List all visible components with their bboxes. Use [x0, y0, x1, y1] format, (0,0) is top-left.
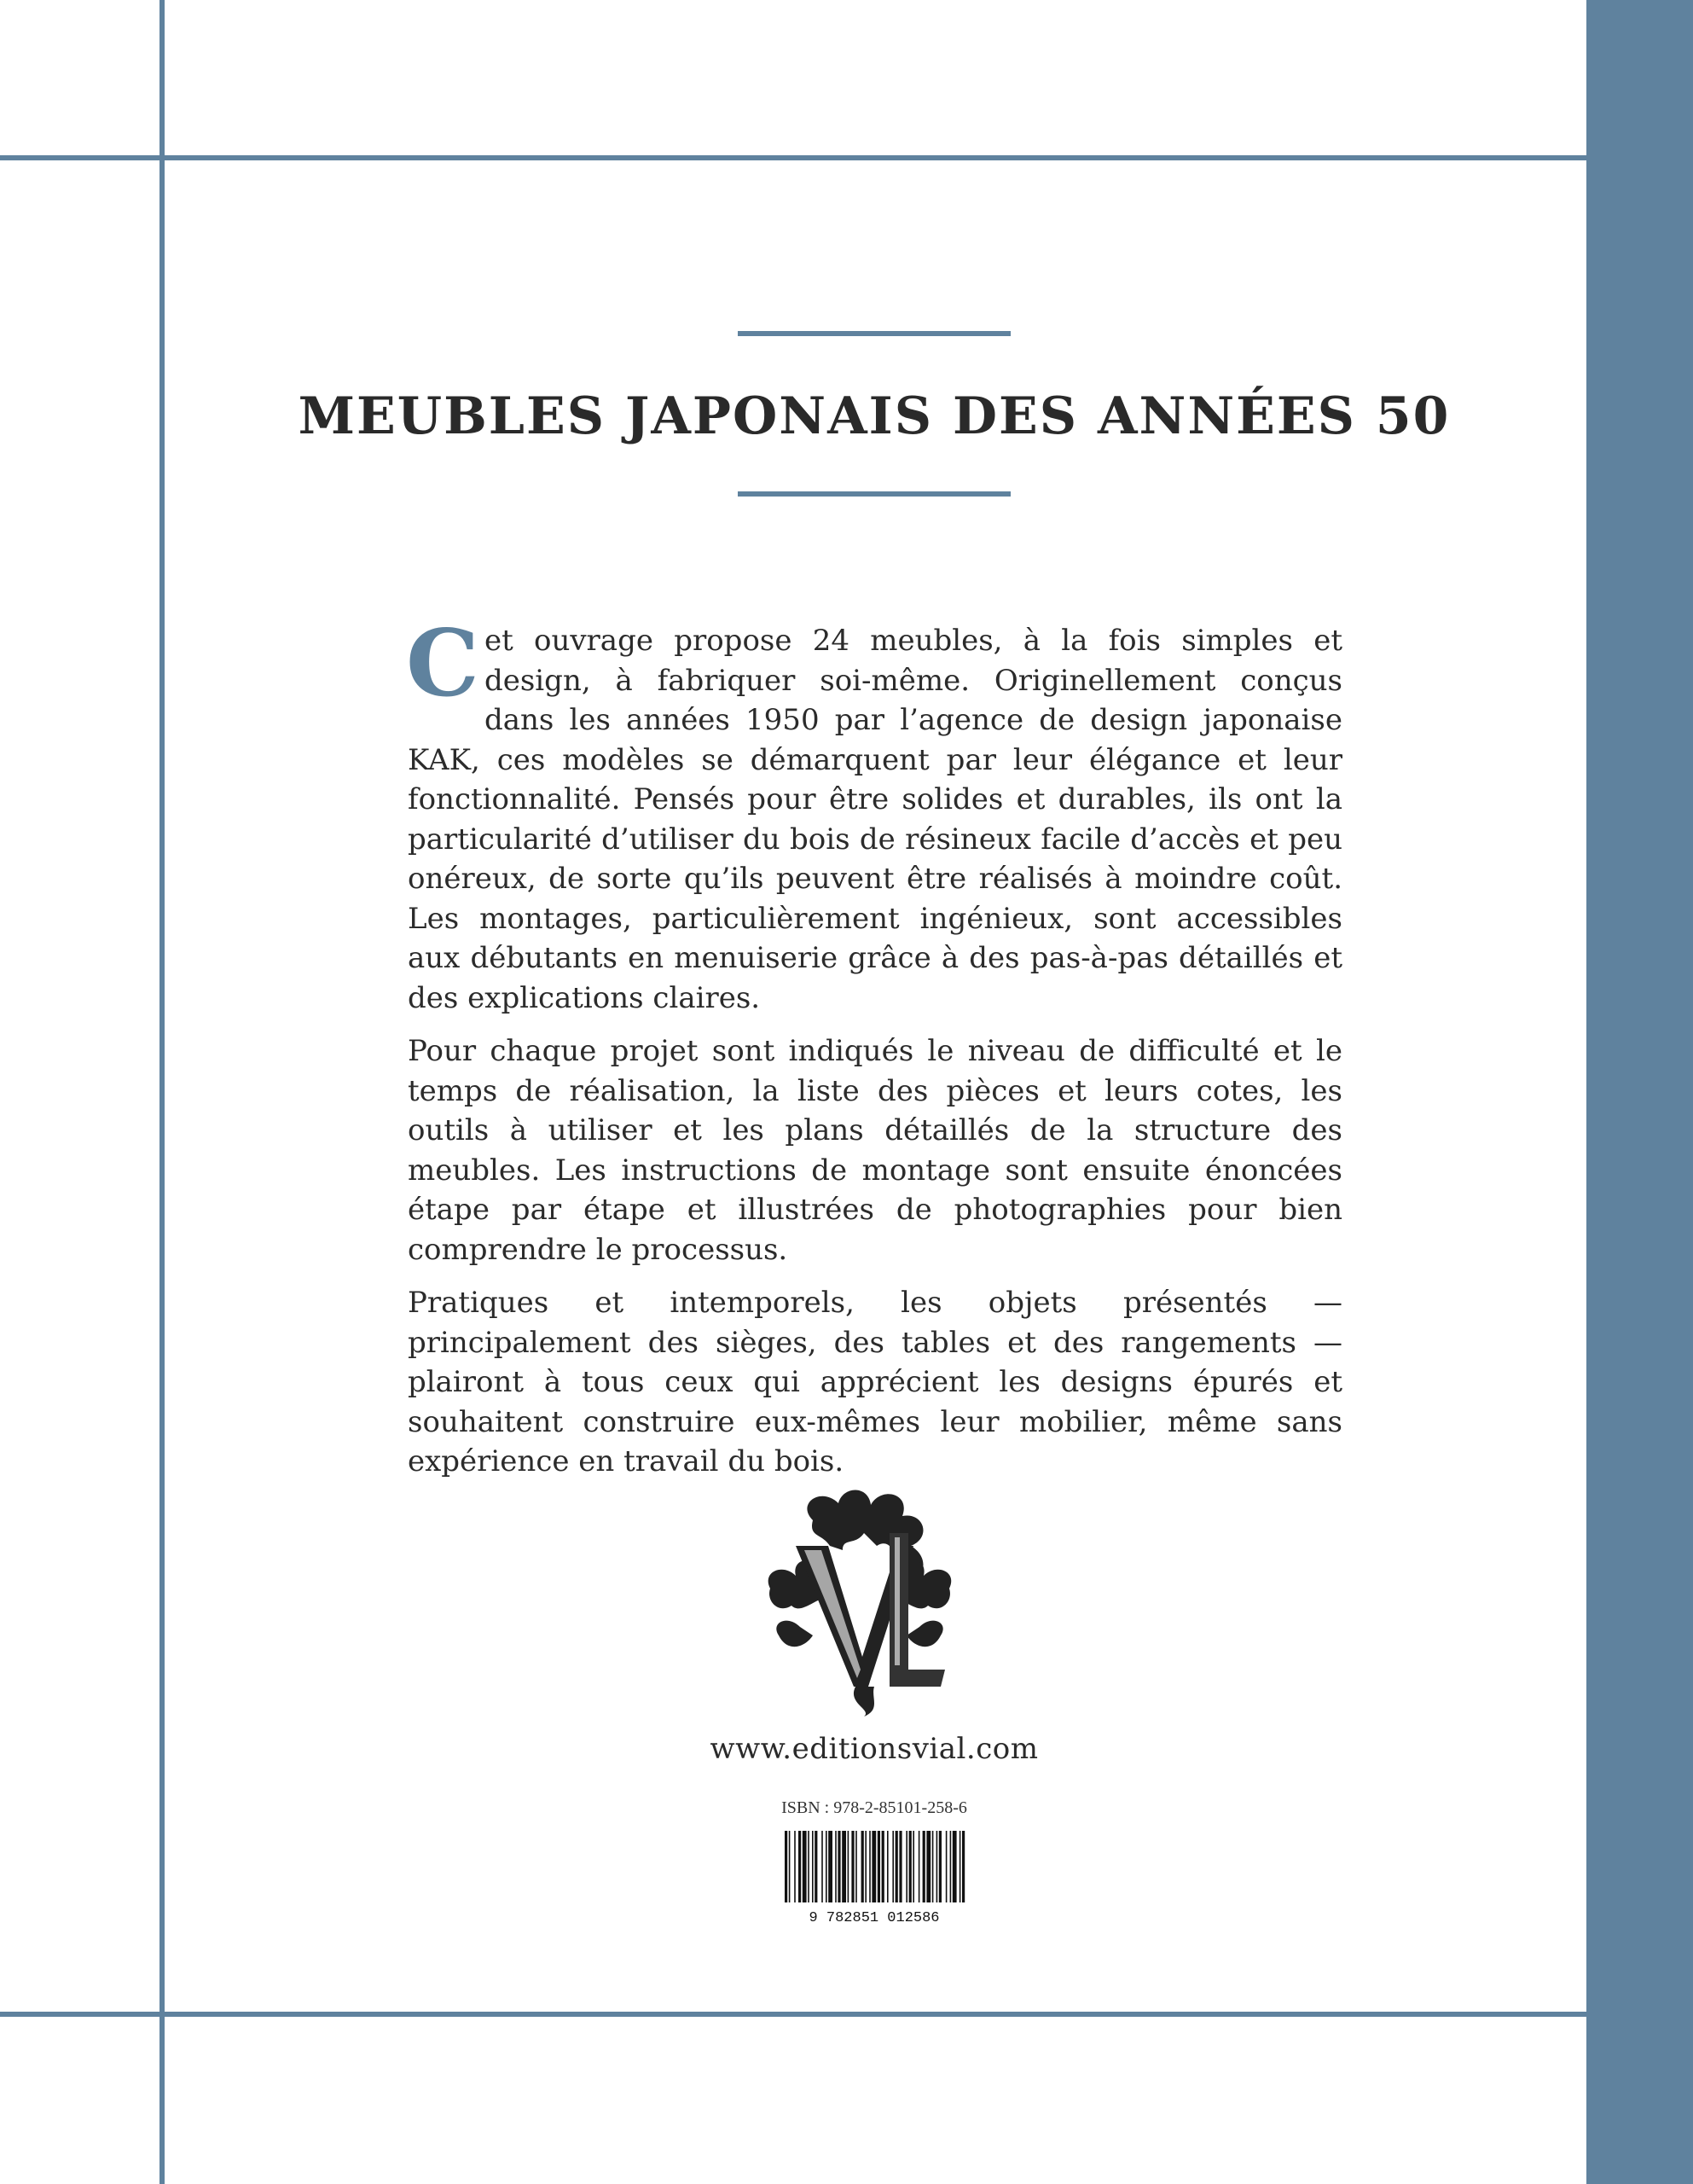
title-rule-bottom — [738, 491, 1011, 497]
frame-line-bottom — [0, 2012, 1588, 2017]
description-paragraph-1-text: et ouvrage propose 24 meubles, à la fois simples et design, à fabriquer soi-même. Originellement conçus dans les années 1950 par l’agence de design japonaise KAK, ces modèles se démarquent par leur élégance et leur fonctionnalité. Pensés pour être solides et durables, ils ont la particularité d’utiliser du bois de résineux facile d’accès et peu onéreux, de sorte qu’ils peuvent être réalisés à moindre coût. Les montages, particulièrement ingénieux, sont accessibles aux débutants en menuiserie grâce à des pas-à-pas détaillés et des explications claires. — [408, 624, 1342, 1015]
book-description — [406, 610, 1342, 1496]
title-rule-top — [738, 331, 1011, 336]
frame-line-left — [159, 0, 165, 2184]
description-paragraph-3: Pratiques et intemporels, les objets présentés — principalement des sièges, des tables et des rangements — plairont à tous ceux qui apprécient les designs épurés et souhaitent construire eux-mêmes leur mobilier, même sans expérience en travail du bois. — [408, 1286, 1342, 1478]
frame-line-top — [0, 155, 1588, 160]
publisher-website[interactable]: www.editionsvial.com — [710, 1732, 1039, 1766]
description-paragraph-1 — [406, 610, 1342, 1018]
book-spine — [1586, 0, 1693, 2184]
vial-monogram-logo-icon — [762, 1486, 958, 1716]
isbn-label: ISBN : 978-2-85101-258-6 — [781, 1798, 967, 1817]
book-title: MEUBLES JAPONAIS DES ANNÉES 50 — [298, 386, 1451, 446]
barcode-digits: 9 782851 012586 — [809, 1910, 940, 1926]
barcode-icon — [776, 1827, 972, 1926]
drop-cap: C — [406, 610, 479, 717]
description-paragraph-2: Pour chaque projet sont indiqués le niveau de difficulté et le temps de réalisation, la liste des pièces et leurs cotes, les outils à utiliser et les plans détaillés de la structure des meubles. Les instructions de montage sont ensuite énoncées étape par étape et illustrées de photographies pour bien comprendre le processus. — [408, 1034, 1342, 1267]
